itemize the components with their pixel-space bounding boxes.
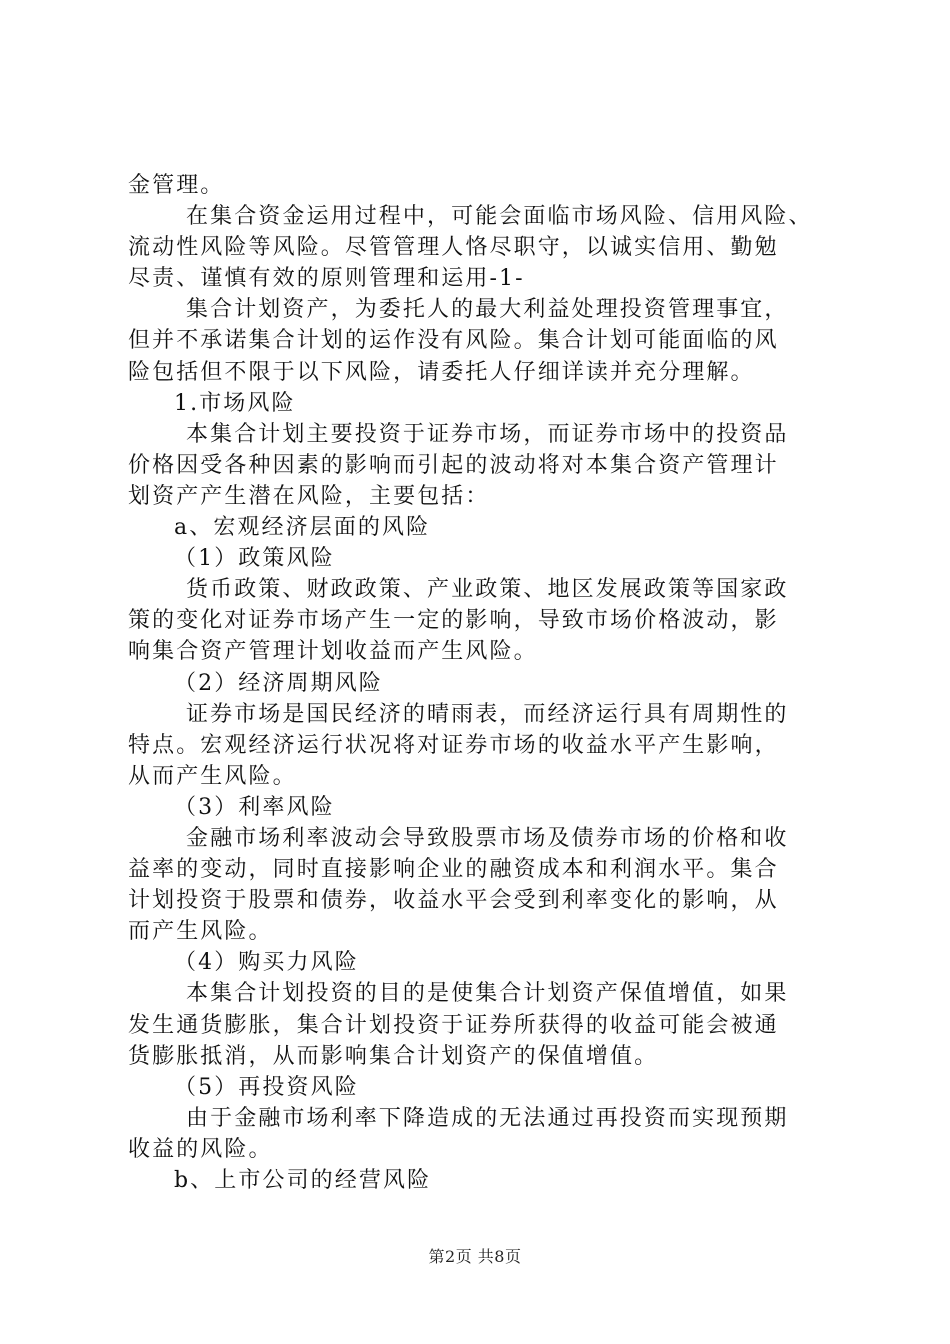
text-line: 从而产生风险。: [128, 763, 297, 789]
text-line: 但并不承诺集合计划的运作没有风险。集合计划可能面临的风: [128, 328, 779, 354]
text-line: 划资产产生潜在风险，主要包括：: [128, 483, 490, 509]
text-line: 险包括但不限于以下风险，请委托人仔细详读并充分理解。: [128, 359, 755, 385]
text-line: 金融市场利率波动会导致股票市场及债券市场的价格和收: [186, 825, 789, 851]
text-line: 收益的风险。: [128, 1136, 273, 1162]
item-heading: （1）政策风险: [174, 546, 335, 572]
text-line: 益率的变动，同时直接影响企业的融资成本和利润水平。集合: [128, 857, 779, 883]
text-line: 策的变化对证券市场产生一定的影响，导致市场价格波动，影: [128, 608, 779, 634]
item-heading: （5）再投资风险: [174, 1074, 359, 1100]
text-line: 计划投资于股票和债券，收益水平会受到利率变化的影响，从: [128, 888, 779, 914]
text-line: 金管理。: [128, 173, 225, 198]
item-heading: （3）利率风险: [174, 794, 335, 820]
text-line: 货膨胀抵消，从而影响集合计划资产的保值增值。: [128, 1043, 659, 1069]
text-line: 本集合计划主要投资于证券市场，而证券市场中的投资品: [186, 421, 789, 447]
section-heading: 1.市场风险: [174, 390, 296, 416]
text-line: 由于金融市场利率下降造成的无法通过再投资而实现预期: [186, 1105, 789, 1131]
subsection-heading: b、上市公司的经营风险: [174, 1168, 432, 1193]
text-line: 货币政策、财政政策、产业政策、地区发展政策等国家政: [186, 577, 789, 603]
text-line: 本集合计划投资的目的是使集合计划资产保值增值，如果: [186, 981, 789, 1007]
text-line: 发生通货膨胀，集合计划投资于证券所获得的收益可能会被通: [128, 1012, 779, 1038]
text-line: 在集合资金运用过程中，可能会面临市场风险、信用风险、: [186, 204, 813, 230]
item-heading: （2）经济周期风险: [174, 670, 383, 696]
text-line: 证券市场是国民经济的晴雨表，而经济运行具有周期性的: [186, 701, 789, 727]
item-heading: （4）购买力风险: [174, 950, 359, 976]
subsection-heading: a、宏观经济层面的风险: [174, 515, 431, 541]
text-line: 价格因受各种因素的影响而引起的波动将对本集合资产管理计: [128, 452, 779, 478]
text-line: 而产生风险。: [128, 919, 273, 945]
text-line: 特点。宏观经济运行状况将对证券市场的收益水平产生影响，: [128, 732, 779, 758]
text-line: 尽责、谨慎有效的原则管理和运用-1-: [128, 266, 525, 292]
text-line: 集合计划资产，为委托人的最大利益处理投资管理事宜，: [186, 297, 789, 323]
text-line: 流动性风险等风险。尽管管理人恪尽职守，以诚实信用、勤勉: [128, 235, 779, 261]
body-text: [128, 170, 828, 1196]
text-line: 响集合资产管理计划收益而产生风险。: [128, 639, 538, 665]
page-number-footer: 第2页 共8页: [428, 1247, 522, 1266]
